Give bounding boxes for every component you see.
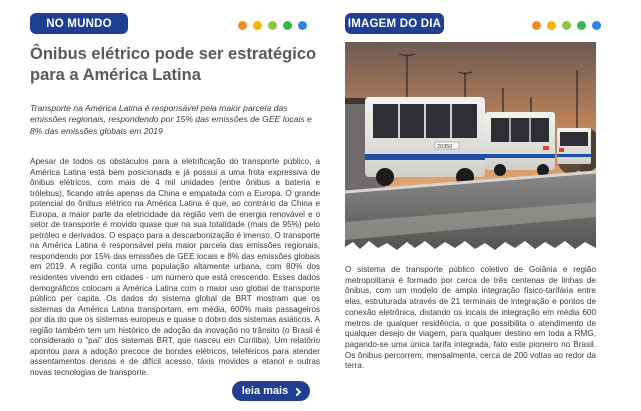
- dot-lime: [562, 21, 571, 30]
- bus-photo: [345, 42, 596, 258]
- read-more-button[interactable]: [232, 381, 310, 401]
- section-tag-imagem-do-dia: IMAGEM DO DIA: [345, 13, 444, 34]
- decorative-dots-left: [238, 21, 307, 30]
- section-tag-no-mundo: NO MUNDO: [30, 13, 128, 34]
- dot-orange: [238, 21, 247, 30]
- dot-orange: [532, 21, 541, 30]
- decorative-dots-right: [532, 21, 601, 30]
- article-body: Apesar de todos os obstáculos para a eletrificação do transporte público, a América Latina está bem posicionada e já possui a uma frota expressiva de ônibus elétricos, com mais de 4 mil unidades (entre ônibus a bateria e trólebus), ficando atrás apenas da China e empatada com a Europa. O grande potencial do ônibus elétrico na América Latina é que, ao contrário da China e Europa, a maior parte da eletricidade da região vem de energia renovável e o setor de transporte é movido quase que na sua totalidade (mais de 95%) pelo petróleo e derivados. O espaço para a descarbonização é imenso. O transporte na América Latina é responsável pela maior parcela das emissões regionais, respondendo por 15% das emissões de GEE locais e 8% das emissões globais em 2019. A região conta uma população altamente urbana, com 80% dos residentes vivendo em cidades - um número que está crescendo. Esses dados demográficos colocam a América Latina com o maior uso global de transporte público per capita. Os dados do sistema global de BRT mostram que os sistemas da América Latina transportam, em média, 600% mais passageiros por dia do que os sistemas europeus e quase o dobro dos sistemas asiáticos. A região também tem um histórico de adoção da inovação no trânsito (o Brasil é considerado o “pai” dos sistemas BRT, que nasceu em Curitiba). Um relatório apontou para a adoção precoce de bondes elétricos, teleféricos para atender assentamentos densos e de difícil acesso, táxis movidos a etanol e outras novas tecnologias de transporte.: [30, 157, 320, 377]
- article-headline: Ônibus elétrico pode ser estratégico para a América Latina: [30, 45, 317, 84]
- dot-green: [283, 21, 292, 30]
- dot-yellow: [547, 21, 556, 30]
- photo-caption: O sistema de transporte público coletivo de Goiânia e região metropolitana é formado por cerca de três centenas de linhas de ônibus, com um modelo de ampla integração físico-tarifária entre elas, estruturada através de 21 terminais de integração e pontos de conexão eletrônica, distando os locais de integração em média 600 metros de qualquer residência, o que possibilita o atendimento de qualquer desejo de viagem, para qualquer destino em toda a RMG, pagando-se uma única tarifa integrada, fato este pioneiro no Brasil. Os ônibus percorrem, mensalmente, cerca de 200 voltas ao redor da terra.: [345, 265, 596, 371]
- chevron-right-icon: [293, 387, 301, 395]
- dot-blue: [298, 21, 307, 30]
- bus-middle: [485, 112, 555, 176]
- dot-lime: [268, 21, 277, 30]
- bus-number-plate: 20350: [437, 144, 453, 150]
- article-lead: Transporte na América Latina é responsável pela maior parcela das emissões regionais, respondendo por 15% das emissões de GEE locais e 8% das emissões globais em 2019: [30, 103, 312, 136]
- dot-yellow: [253, 21, 262, 30]
- bus-photo-illustration: [345, 42, 596, 258]
- read-more-label: leia mais: [241, 385, 289, 397]
- dot-blue: [592, 21, 601, 30]
- dot-green: [577, 21, 586, 30]
- bus-far: [557, 128, 591, 164]
- bus-front: [365, 97, 485, 186]
